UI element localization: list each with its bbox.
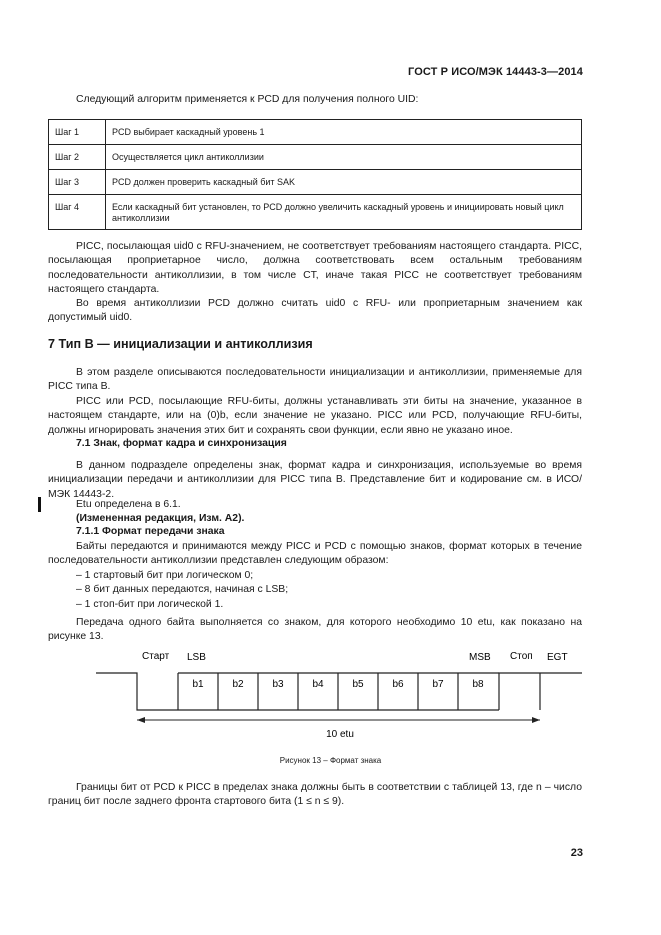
section-7-1-heading: 7.1 Знак, формат кадра и синхронизация [76, 438, 287, 449]
bit-label: b4 [312, 679, 324, 690]
paragraph-picc-uid0: PICC, посылающая uid0 с RFU-значением, не соответствует требованиям настоящего стандарта. PICC, посылающая проприетарное число, должна соответствовать всем остальным требованиям последовательности антиколлизии, в том числе CT, иначе такая PICC не соответствует требованиям настоящего стандарта. [48, 241, 582, 295]
bit-label: b5 [352, 679, 364, 690]
step-label: Шаг 1 [49, 120, 106, 145]
step-text: PCD должен проверить каскадный бит SAK [106, 170, 582, 195]
stop-label: Стоп [510, 651, 533, 662]
paragraph-etu-definition: Etu определена в 6.1. [76, 499, 181, 510]
paragraph-anticollision-uid0: Во время антиколлизии PCD должно считать uid0 с RFU- или проприетарным значением как допустимый uid0. [48, 298, 582, 324]
lsb-label: LSB [187, 652, 206, 663]
paragraph-character-format: Байты передаются и принимаются между PICC и PCD с помощью знаков, формат которых в течение последовательности антиколлизии представлен следующим образом: [48, 541, 582, 567]
section-7-1-1-heading: 7.1.1 Формат передачи знака [76, 526, 225, 537]
table-row [49, 195, 582, 230]
bit-label: b6 [392, 679, 404, 690]
arrow-right-icon [532, 717, 540, 723]
paragraph-rfu-bits: PICC или PCD, посылающие RFU-биты, должны устанавливать эти биты на значение, указанное в настоящем стандарте, или на (0)b, если значение не указано. PICC или PCD, получающие RFU-биты, должны игнорировать значения этих бит и сохранять свои функции, если явно не указано иное. [48, 396, 582, 436]
change-bar [38, 497, 41, 512]
bit-label: b2 [232, 679, 244, 690]
figure-caption: Рисунок 13 – Формат знака [279, 756, 382, 765]
step-text: Осуществляется цикл антиколлизии [106, 145, 582, 170]
intro-paragraph: Следующий алгоритм применяется к PCD для получения полного UID: [76, 94, 419, 105]
msb-label: MSB [469, 652, 491, 663]
table-row [49, 120, 582, 145]
start-bit-waveform [96, 673, 178, 710]
step-label: Шаг 2 [49, 145, 106, 170]
bit-label: b1 [192, 679, 204, 690]
format-list [48, 569, 582, 612]
paragraph-bit-boundaries: Границы бит от PCD к PICC в пределах знака должны быть в соответствии с таблицей 13, где n – число границ бит после заднего фронта стартового бита (1 ≤ n ≤ 9). [48, 782, 582, 808]
list-item: – 8 бит данных передаются, начиная с LSB; [76, 584, 289, 596]
bit-label: b7 [432, 679, 444, 690]
amendment-note: (Измененная редакция, Изм. А2). [76, 513, 245, 524]
step-label: Шаг 4 [49, 195, 106, 230]
page-number: 23 [570, 847, 583, 859]
table-row [49, 170, 582, 195]
document-header: ГОСТ Р ИСО/МЭК 14443-3—2014 [408, 66, 583, 78]
step-label: Шаг 3 [49, 170, 106, 195]
step-text: Если каскадный бит установлен, то PCD должно увеличить каскадный уровень и инициировать новый цикл антиколлизии [106, 195, 582, 230]
paragraph-subsection-definition: В данном подразделе определены знак, формат кадра и синхронизация, используемые во время инициализации передачи и антиколлизии для PICC типа B. Представление бит и кодирование см. в ИСО/МЭК 14443-2. [48, 460, 582, 500]
etu-label: 10 etu [326, 729, 354, 740]
arrow-left-icon [137, 717, 145, 723]
bit-label: b8 [472, 679, 484, 690]
paragraph-section-description: В этом разделе описываются последовательности инициализации и антиколлизии, применяемые для PICC типа B. [48, 367, 582, 393]
paragraph-byte-transmission: Передача одного байта выполняется со знаком, для которого необходимо 10 etu, как показано на рисунке 13. [48, 617, 582, 643]
bit-label: b3 [272, 679, 284, 690]
algorithm-steps-table [48, 119, 582, 230]
start-label: Старт [142, 651, 170, 662]
list-item: – 1 стартовый бит при логическом 0; [76, 570, 254, 581]
section-7-heading: 7 Тип B — инициализации и антиколлизия [48, 337, 313, 351]
character-format-figure [0, 640, 661, 750]
table-row [49, 145, 582, 170]
step-text: PCD выбирает каскадный уровень 1 [106, 120, 582, 145]
egt-label: EGT [547, 652, 568, 663]
list-item: – 1 стоп-бит при логической 1. [76, 598, 224, 610]
